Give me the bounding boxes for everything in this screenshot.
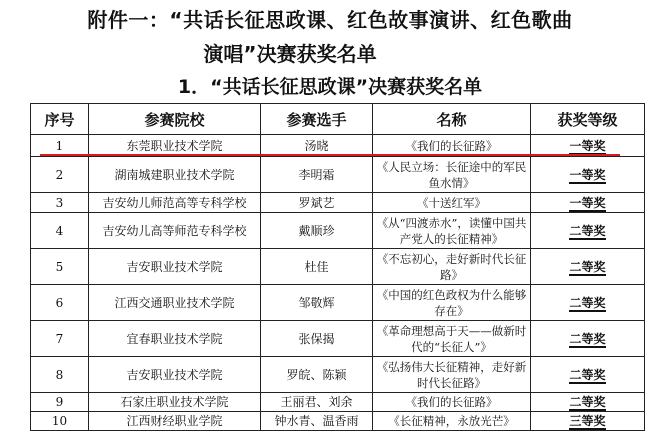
table-header-row [31,104,645,135]
cell-award [531,357,645,393]
cell-no: 5 [31,249,89,285]
cell-award [531,249,645,285]
award-label: 二等奖 [569,295,606,310]
award-label: 二等奖 [569,259,606,274]
cell-award [531,213,645,249]
award-label: 一等奖 [569,138,606,153]
cell-no: 1 [31,135,89,157]
cell-school: 石家庄职业技术学院 [89,393,261,412]
document-title-line1: 附件一：“共话长征思政课、红色故事演讲、红色歌曲 [87,8,573,32]
header-school: 参赛院校 [89,104,261,135]
award-label: 二等奖 [569,223,606,238]
cell-school: 吉安职业技术学院 [89,357,261,393]
cell-award [531,393,645,412]
cell-award [531,193,645,213]
table-row [31,213,645,249]
cell-no: 2 [31,157,89,193]
cell-player: 王丽君、刘余 [261,393,373,412]
header-award: 获奖等级 [531,104,645,135]
cell-school: 宜春职业技术学院 [89,321,261,357]
cell-player: 钟水青、温香雨 [261,412,373,431]
award-label: 一等奖 [569,195,606,210]
cell-no: 9 [31,393,89,412]
cell-award [531,285,645,321]
table-row [31,193,645,213]
cell-title: 《弘扬伟大长征精神，走好新时代长征路》 [373,357,531,393]
cell-title: 《革命理想高于天——做新时代的“长征人”》 [373,321,531,357]
cell-player: 张保揭 [261,321,373,357]
table-row [31,357,645,393]
cell-player: 汤晓 [261,135,373,157]
cell-player: 罗斌艺 [261,193,373,213]
award-label: 二等奖 [569,367,606,382]
table-row [31,321,645,357]
awards-table [30,103,645,431]
award-label: 一等奖 [569,167,606,182]
award-label: 三等奖 [569,414,606,428]
cell-no: 10 [31,412,89,431]
cell-school: 吉安幼儿师范高等专科学校 [89,193,261,213]
cell-player: 李明霜 [261,157,373,193]
cell-player: 戴顺珍 [261,213,373,249]
award-label: 二等奖 [569,395,606,409]
table-row [31,393,645,412]
red-annotation-line [40,154,620,156]
cell-no: 3 [31,193,89,213]
header-no: 序号 [31,104,89,135]
cell-school: 吉安职业技术学院 [89,249,261,285]
cell-no: 8 [31,357,89,393]
cell-title: 《人民立场：长征途中的军民鱼水情》 [373,157,531,193]
award-label: 二等奖 [569,331,606,346]
header-player: 参赛选手 [261,104,373,135]
cell-school: 江西财经职业学院 [89,412,261,431]
cell-no: 6 [31,285,89,321]
header-title: 名称 [373,104,531,135]
cell-award [531,157,645,193]
cell-school: 湖南城建职业技术学院 [89,157,261,193]
table-row [31,249,645,285]
cell-title: 《十送红军》 [373,193,531,213]
cell-player: 杜佳 [261,249,373,285]
cell-title: 《我们的长征路》 [373,135,531,157]
table-row [31,285,645,321]
cell-player: 罗皖、陈颖 [261,357,373,393]
cell-title: 《中国的红色政权为什么能够存在》 [373,285,531,321]
document-title-line2 [0,38,660,67]
cell-player: 邹敬辉 [261,285,373,321]
cell-title: 《我们的长征路》 [373,393,531,412]
cell-no: 7 [31,321,89,357]
cell-school: 吉安幼儿高等师范专科学校 [89,213,261,249]
cell-title: 《长征精神，永放光芒》 [373,412,531,431]
cell-no: 4 [31,213,89,249]
document-title-line2-text: 演唱”决赛获奖名单 [203,42,377,66]
table-row [31,157,645,193]
cell-title: 《不忘初心，走好新时代长征路》 [373,249,531,285]
table-row [31,412,645,431]
cell-title: 《从“四渡赤水”，读懂中国共产党人的长征精神》 [373,213,531,249]
cell-school: 江西交通职业技术学院 [89,285,261,321]
cell-award [531,321,645,357]
section-title: 1．“共话长征思政课”决赛获奖名单 [177,76,483,98]
cell-school: 东莞职业技术学院 [89,135,261,157]
cell-award [531,412,645,431]
